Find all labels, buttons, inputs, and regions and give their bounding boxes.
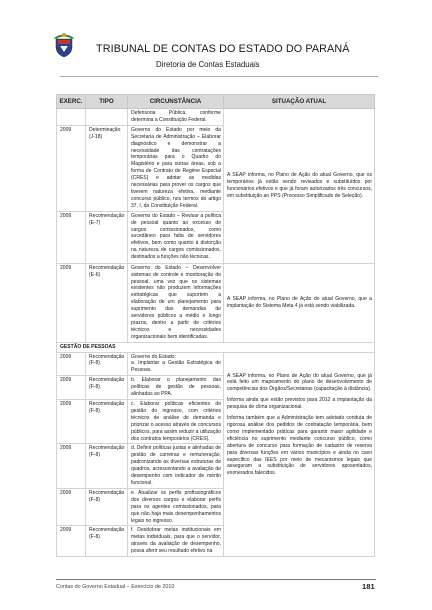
status-cell [224,352,375,556]
type-cell [86,263,128,342]
type-label: Recomendação [89,445,125,452]
type-cell [86,109,128,126]
table-header-row [57,95,375,109]
type-reference: (E-7) [89,219,101,226]
circumstance-cell: Governo do Estado por meio da Secretaria de Administração – Elaborar diagnóstico e demonstrar a necessidade das contratações temporárias para o Quadro do Magistério e para outras áreas, sob a forma de Contrato de Regime Especial (CRES) e adotar as medidas necessárias para prover os cargos que tiverem natureza efetiva, mediante concurso público, nos termos do artigo 37, I, da Constituição Federal. [128,125,224,211]
type-cell [86,488,128,526]
type-reference: (F-8) [89,534,100,541]
type-cell [86,211,128,263]
table-row [57,352,375,376]
status-text: Informa também que a Administração tem adotado conduta de rigorosa análise dos pedidos de contratação temporária, bem como implementado práticas para garantir maior agilidade e eficiência no suprimento mediante concurso público, como abertura de concurso para formação de cadastro de reserva para diversas funções em vários municípios e ainda no caso específico das IEES por meio de mecanismos legais que asseguram a substituição de servidores aposentados, exonerados falecidos. [227,415,372,477]
status-text: A SEAP informa, no Plano de Ação do atual Governo, que já está feito um mapeamento do plano de desenvolvimento de competências dos Órgãos/Secretarias (capacitação à distância). [227,372,372,393]
status-cell [224,263,375,342]
type-cell [86,526,128,557]
type-reference: (F-8) [89,407,100,414]
column-header-current-status: SITUAÇÃO ATUAL [224,95,375,109]
exercise-cell: 2009 [57,488,86,526]
circumstance-cell: b. Elaborar o planejamento das políticas de gestão de pessoas, alinhadas ao PPA. [128,376,224,400]
document-subtitle: Diretoria de Contas Estaduais [156,60,260,69]
column-header-type: TIPO [86,95,128,109]
exercise-cell: 2009 [57,352,86,376]
circumstance-cell: Defensoria Pública, conforme determina a Constituição Federal. [128,109,224,126]
section-row [57,342,375,352]
exercise-cell: 2009 [57,400,86,444]
status-text: A SEAP informa, no Plano de Ação do atual Governo, que os temporários já estão sendo revisados e substituídos por funcionários efetivos e que já foram autorizados três concursos, em substituição ao PPS (Processo Simplificado de Seleção). [227,172,372,199]
type-reference: (J-18) [89,133,103,140]
section-label: GESTÃO DE PESSOAS [57,342,375,352]
circumstance-cell: d. Definir políticas justas e alinhadas de gestão de carreiras e remuneração, padronizando as diversas estruturas de quadros, acrescentando a avaliação de desempenho com indicador de mérito funcional. [128,444,224,488]
status-cell [224,109,375,264]
exercise-cell: 2009 [57,125,86,211]
type-label: Determinação [89,126,121,133]
type-label: Recomendação [89,353,125,360]
exercise-cell: 2009 [57,444,86,488]
header-divider [60,76,378,77]
circumstance-cell: f. Desdobrar metas institucionais em metas individuais, para que o servidor, através da avaliação de desempenho, possa aferir seu resultado efetivo na [128,526,224,557]
type-cell [86,376,128,400]
type-cell [86,400,128,444]
exercise-cell: 2009 [57,211,86,263]
circumstance-cell [128,352,224,376]
table-row [57,263,375,342]
type-cell [86,444,128,488]
status-text: Informa ainda que estão previstos para 2012 a implantação da pesquisa de clima organizacional. [227,397,372,411]
footer-text: Contas do Governo Estadual – Exercício de 2010 [56,584,175,590]
table-row [57,109,375,126]
exercise-cell: 2009 [57,376,86,400]
circumstance-cell: c. Elaborar políticas eficientes de gestão do ingresso, com critérios técnicos de análise de demanda e priorizar o acesso através de concursos públicos, para assim reduzir a utilização dos contratos temporários (CRES). [128,400,224,444]
page-number: 181 [362,582,375,591]
type-label: Recomendação [89,401,125,407]
exercise-cell [57,109,86,126]
document-title: TRIBUNAL DE CONTAS DO ESTADO DO PARANÁ [96,43,350,55]
circumstance-lead: Governo do Estado: [131,353,176,360]
type-label: Recomendação [89,527,125,534]
circumstance-text: a. Implantar a Gestão Estratégica de Pessoas. [131,360,221,374]
circumstance-cell: Governo do Estado – Revisar a política de pessoal quanto ao excesso de cargos comissionados, como sucedâneo para falta de servidores efetivos, bem como quanto à distorção na natureza de cargos comissionados, destinados a funções não técnicas. [128,211,224,263]
type-label: Recomendação [89,489,125,496]
type-cell [86,125,128,211]
exercise-cell: 2009 [57,263,86,342]
type-reference: (F-8) [89,452,100,459]
column-header-circumstance: CIRCUNSTÂNCIA [128,95,224,109]
type-reference: (E-6) [89,271,101,278]
recommendations-table [56,94,375,557]
circumstance-cell: Governo do Estado – Desenvolver sistemas de controle e monitoração de pessoal, uma vez que os sistemas existentes não produzem informações estratégicas que suportem a elaboração de um planejamento para suprimento das demandas de servidores públicos a médio e longo prazos, dentro a partir de critérios técnicos e necessidades organizacionais bem identificadas. [128,263,224,342]
type-label: Recomendação [89,212,125,219]
type-label: Recomendação [89,377,125,384]
coat-of-arms-icon [52,30,76,58]
type-reference: (F-8) [89,384,100,391]
column-header-exercise: EXERC. [57,95,86,109]
footer-divider [56,579,376,580]
exercise-cell: 2009 [57,526,86,557]
type-label: Recomendação [89,264,125,271]
status-text: A SEAP informa, no Plano de Ação do atual Governo, que a implantação do Sistema Meta 4 já está sendo viabilizada. [227,295,372,309]
type-reference: (F-8) [89,360,100,367]
circumstance-cell: e. Atualizar os perfis profissiográficos dos diversos cargos e elaborar perfis para os agentes comissionados, para que não haja mais desempenhamentos legais no ingresso. [128,488,224,526]
type-cell [86,352,128,376]
type-reference: (F-8) [89,496,100,503]
